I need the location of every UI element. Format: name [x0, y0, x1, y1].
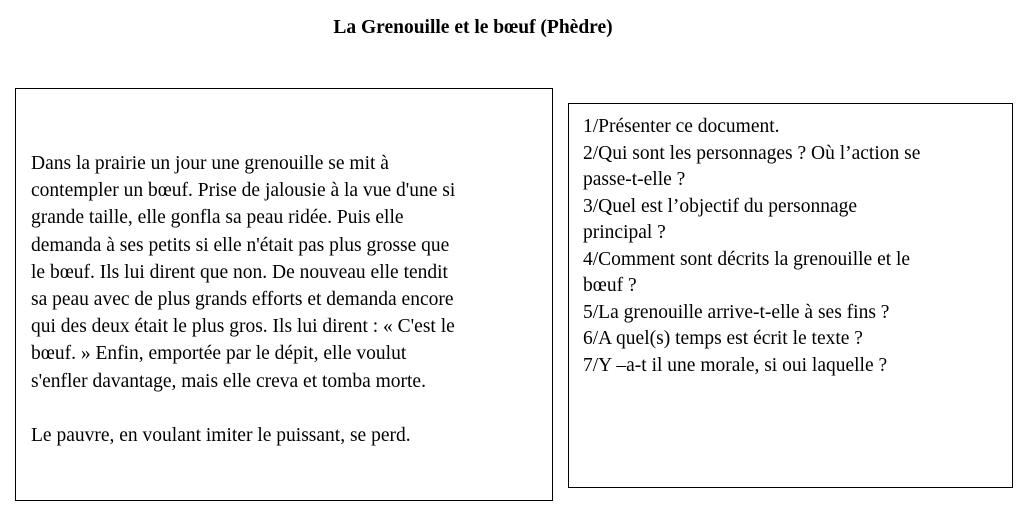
- question-item: [583, 247, 1013, 300]
- question-item: [583, 114, 1013, 141]
- story-line: grande taille, elle gonfla sa peau ridée. Puis elle: [31, 207, 404, 229]
- document-title: La Grenouille et le bœuf (Phèdre): [333, 17, 613, 38]
- question-line: 7/Y –a-t il une morale, si oui laquelle ?: [583, 354, 888, 376]
- story-line: qui des deux était le plus gros. Ils lui dirent : « C'est le: [31, 316, 455, 338]
- questions-list: [583, 114, 1013, 379]
- story-line: s'enfler davantage, mais elle creva et tomba morte.: [31, 370, 426, 392]
- question-item: [583, 300, 1013, 327]
- story-line: bœuf. » Enfin, emportée par le dépit, elle voulut: [31, 343, 407, 365]
- question-line: 1/Présenter ce document.: [583, 116, 780, 137]
- question-item: [583, 326, 1013, 353]
- question-item: [583, 141, 1013, 194]
- question-line: 6/A quel(s) temps est écrit le texte ?: [583, 328, 863, 349]
- story-paragraph: [31, 150, 551, 395]
- story-line: demanda à ses petits si elle n'était pas plus grosse que: [31, 234, 450, 256]
- question-line: 4/Comment sont décrits la grenouille et le: [583, 248, 911, 270]
- story-line: Dans la prairie un jour une grenouille se mit à: [31, 153, 389, 174]
- story-line: contempler un bœuf. Prise de jalousie à la vue d'une si: [31, 180, 456, 202]
- question-line: principal ?: [583, 222, 666, 243]
- question-line: 3/Quel est l’objectif du personnage: [583, 195, 857, 217]
- story-moral: Le pauvre, en voulant imiter le puissant, se perd.: [31, 425, 411, 447]
- question-item: [583, 194, 1013, 247]
- question-item: [583, 353, 1013, 380]
- story-line: sa peau avec de plus grands efforts et demanda encore: [31, 289, 454, 311]
- question-line: bœuf ?: [583, 275, 637, 296]
- question-line: passe-t-elle ?: [583, 169, 686, 190]
- question-line: 2/Qui sont les personnages ? Où l’action se: [583, 142, 921, 164]
- story-text: [31, 150, 551, 449]
- story-line: le bœuf. Ils lui dirent que non. De nouveau elle tendit: [31, 261, 448, 283]
- question-line: 5/La grenouille arrive-t-elle à ses fins ?: [583, 301, 890, 323]
